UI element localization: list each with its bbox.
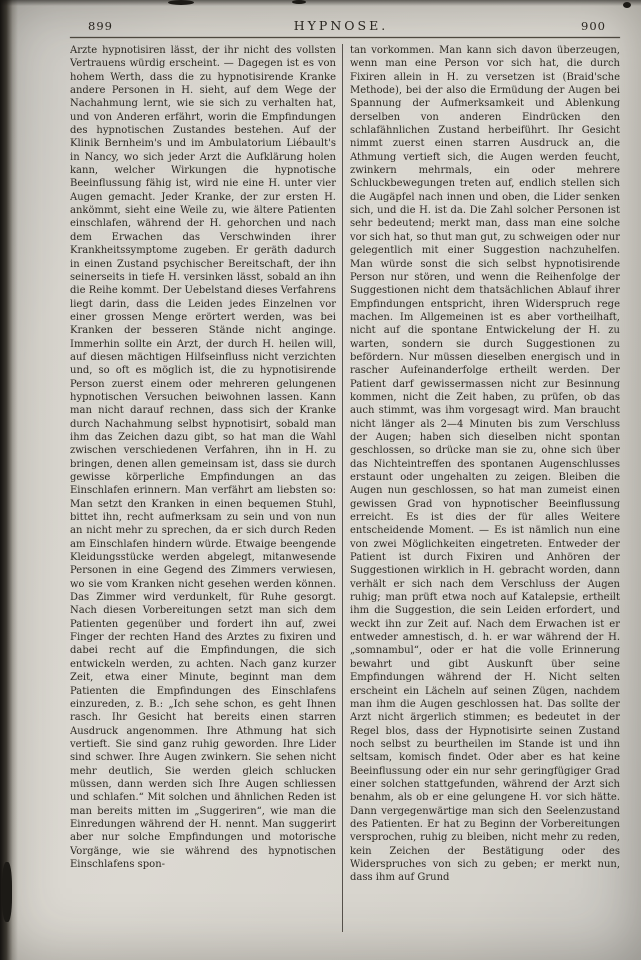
page-body (58, 18, 624, 948)
scan-artifact (2, 862, 12, 922)
header-rule (70, 37, 620, 38)
binding-shadow (0, 0, 18, 960)
text-columns (58, 44, 624, 932)
page-number-left: 899 (88, 19, 113, 33)
page-title: HYPNOSE. (293, 18, 389, 33)
scan-artifact (623, 2, 631, 8)
scan-artifact (168, 0, 194, 5)
column-divider (342, 44, 343, 932)
right-column-text: tan vorkommen. Man kann sich davon überzeugen, wenn man eine Person vor sich hat, die durch Fixiren allein in H. zu versetzen ist (Braid'sche Methode), bei der also die Ermüdung der Augen bei Spannung der Aufmerksamkeit und Ablenkung derselben von anderen Eindrücken den schlafähnlichen Zustand herbeiführt. Ihr Gesicht nimmt zuerst einen starren Ausdruck an, die Athmung vertieft sich, die Augen werden feucht, zwinkern mehrmals, ein oder mehrere Schluckbewegungen treten auf, endlich stellen sich die Augäpfel nach innen und oben, die Lider senken sich, und die H. ist da. Die Zahl solcher Personen ist sehr bedeutend; merkt man, dass man eine solche vor sich hat, so thut man gut, zu schweigen oder nur gelegentlich mit einer Suggestion nachzuhelfen. Man würde sonst die sich selbst hypnotisirende Person nur stören, und wenn die Reihenfolge der Suggestionen nicht dem thatsächlichen Ablauf ihrer Empfindungen entspricht, ihren Widerspruch rege machen. Im Allgemeinen ist es aber vortheilhaft, nicht auf die spontane Entwickelung der H. zu warten, sondern sie durch Suggestionen zu befördern. Nur müssen dieselben energisch und in rascher Aufeinanderfolge ertheilt werden. Der Patient darf gewissermassen nicht zur Besinnung kommen, nicht die Zeit haben, zu prüfen, ob das auch stimmt, was ihm vorgesagt wird. Man braucht nicht länger als 2—4 Minuten bis zum Verschluss der Augen; haben sich dieselben nicht spontan geschlossen, so drücke man sie zu, ohne sich über das Nichteintreffen des spontanen Augenschlusses erstaunt oder ungehalten zu zeigen. Bleiben die Augen nun geschlossen, so hat man zumeist einen gewissen Grad von hypnotischer Beeinflussung erreicht. Es ist dies der für alles Weitere entscheidende Moment. — Es ist nämlich nun eine von zwei Möglichkeiten eingetreten. Entweder der Patient ist durch Fixiren und Anhören der Suggestionen wirklich in H. gebracht worden, dann verhält er sich nach dem Verschluss der Augen ruhig; man prüft etwa noch auf Katalepsie, ertheilt ihm die Suggestion, die sein Leiden erfordert, und weckt ihn zur Zeit auf. Nach dem Erwachen ist er entweder amnestisch, d. h. er war während der H. „somnambul“, oder er hat die volle Erinnerung bewahrt und gibt Auskunft über seine Empfindungen während der H. Nicht selten erscheint ein Lächeln auf seinen Zügen, nachdem man ihm die Augen geschlossen hat. Das sollte der Arzt nicht ärgerlich stimmen; es bedeutet in der Regel blos, dass der Hypnotisirte seinen Zustand noch selbst zu beurtheilen im Stande ist und ihn seltsam, komisch findet. Oder aber es hat keine Beeinflussung oder ein nur sehr geringfügiger Grad einer solchen stattgefunden, während der Arzt sich benahm, als ob er eine gelungene H. vor sich hätte. Dann vergegenwärtige man sich den Seelenzustand des Patienten. Er hat zu Beginn der Vorbereitungen versprochen, ruhig zu bleiben, nicht mehr zu reden, kein Zeichen der Bestätigung oder des Widerspruches von sich zu geben; er merkt nun, dass ihm auf Grund (350, 45, 620, 884)
page-header (58, 18, 624, 33)
left-column-text: Arzte hypnotisiren lässt, der ihr nicht des vollsten Vertrauens würdig erscheint. — Dagegen ist es von hohem Werth, dass die zu hypnotisirende Kranke andere Personen in H. sieht, auf dem Wege der Nachahmung lernt, wie sie sich zu verhalten hat, und von Anderen erfährt, worin die Empfindungen des hypnotischen Zustandes bestehen. Auf der Klinik Bernheim's und im Ambulatorium Liébault's in Nancy, wo sich jeder Arzt die Aufklärung holen kann, welcher Wirkungen die hypnotische Beeinflussung fähig ist, wird nie eine H. unter vier Augen gemacht. Jeder Kranke, der zur ersten H. ankömmt, sieht eine Weile zu, wie ältere Patienten einschlafen, während der H. gehorchen und nach dem Erwachen das Verschwinden ihrer Krankheitssymptome zugeben. Er geräth dadurch in einen Zustand psychischer Bereitschaft, der ihn seinerseits in tiefe H. versinken lässt, sobald an ihn die Reihe kommt. Der Uebelstand dieses Verfahrens liegt darin, dass die Leiden jedes Einzelnen vor einer grossen Menge erörtert werden, was bei Kranken der besseren Stände nicht anginge. Immerhin sollte ein Arzt, der durch H. heilen will, auf diesen mächtigen Hilfseinfluss nicht verzichten und, so oft es möglich ist, die zu hypnotisirende Person zuerst einem oder mehreren gelungenen hypnotischen Versuchen beiwohnen lassen. Kann man nicht darauf rechnen, dass sich der Kranke durch Nachahmung selbst hypnotisirt, sobald man ihm das Zeichen dazu gibt, so hat man die Wahl zwischen verschiedenen Verfahren, ihn in H. zu bringen, denen allen gemeinsam ist, dass sie durch gewisse körperliche Empfindungen an das Einschlafen erinnern. Man verfährt am liebsten so: Man setzt den Kranken in einen bequemen Stuhl, bittet ihn, recht aufmerksam zu sein und von nun an nicht mehr zu sprechen, da er sich durch Reden am Einschlafen hindern würde. Etwaige beengende Kleidungsstücke werden abgelegt, mitanwesende Personen in eine Gegend des Zimmers verwiesen, wo sie vom Kranken nicht gesehen werden können. Das Zimmer wird verdunkelt, für Ruhe gesorgt. Nach diesen Vorbereitungen setzt man sich dem Patienten gegenüber und fordert ihn auf, zwei Finger der rechten Hand des Arztes zu fixiren und dabei recht auf die Empfindungen, die sich entwickeln werden, zu achten. Nach ganz kurzer Zeit, etwa einer Minute, beginnt man dem Patienten die Empfindungen des Einschlafens einzureden, z. B.: „Ich sehe schon, es geht Ihnen rasch. Ihr Gesicht hat bereits einen starren Ausdruck angenommen. Ihre Athmung hat sich vertieft. Sie sind ganz ruhig geworden. Ihre Lider sind schwer. Ihre Augen zwinkern. Sie sehen nicht mehr deutlich, Sie werden gleich schlucken müssen, dann werden sich Ihre Augen schliessen und schlafen.“ Mit solchen und ähnlichen Reden ist man bereits mitten im „Suggeriren“, wie man die Einredungen während der H. nennt. Man suggerirt aber nur solche Empfindungen und motorische Vorgänge, wie sie während des hypnotischen Einschlafens spon- (70, 45, 336, 870)
top-edge-shadow (0, 0, 641, 6)
scan-artifact (292, 0, 306, 4)
page-number-right: 900 (581, 19, 606, 33)
